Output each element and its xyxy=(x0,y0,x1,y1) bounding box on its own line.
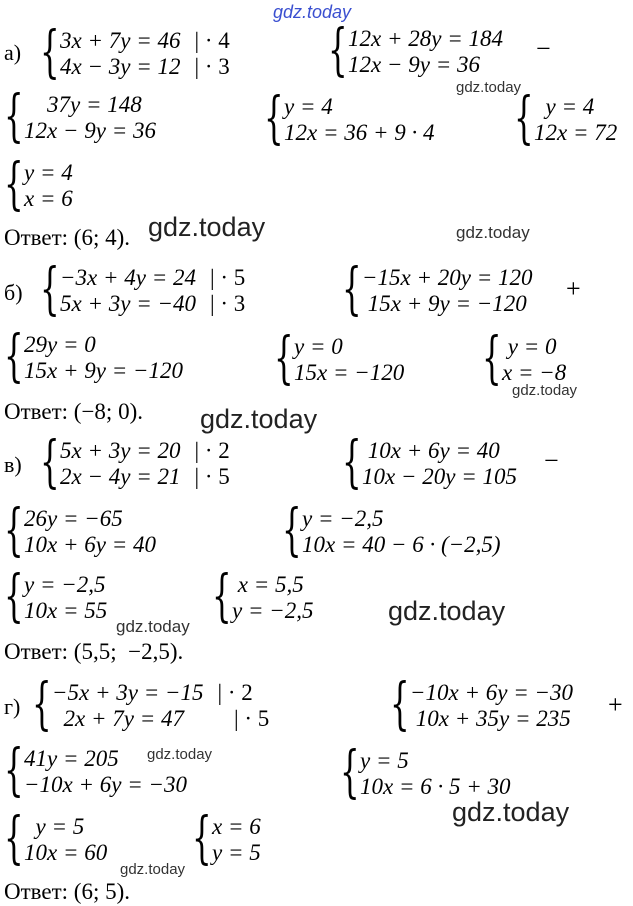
equation-system xyxy=(342,257,533,322)
equation-system xyxy=(192,806,261,871)
equation-row: 12x = 36 + 9 · 4 xyxy=(284,120,435,145)
part-label-a: а) xyxy=(4,40,22,65)
equation-system xyxy=(264,86,435,151)
equation-row: 12x − 9y = 36 xyxy=(24,118,156,143)
equation-row: 4x − 3y = 12 | · 3 xyxy=(60,54,230,79)
watermark: gdz.today xyxy=(120,861,186,878)
brace: { xyxy=(390,672,410,737)
brace: { xyxy=(4,152,24,217)
brace: { xyxy=(342,257,362,322)
equation-row: 10x = 60 xyxy=(24,840,108,865)
operation-sign: + xyxy=(608,690,623,719)
equation-row: 29y = 0 xyxy=(24,332,96,357)
equation-row: x = 6 xyxy=(212,814,261,839)
operation-sign: − xyxy=(536,34,551,63)
equation-row: 5x + 3y = 20 | · 2 xyxy=(60,438,230,463)
equation-row: 12x + 28y = 184 xyxy=(348,26,503,51)
equation-system xyxy=(390,672,573,737)
equation-row: 15x = −120 xyxy=(294,360,405,385)
watermark: gdz.today xyxy=(456,223,530,242)
equation-row: y = 4 xyxy=(284,94,333,119)
equation-row: 10x + 35y = 235 xyxy=(410,706,571,731)
equation-row: 12x = 72 xyxy=(534,120,618,145)
equation-system xyxy=(340,740,511,805)
equation-row: 10x = 40 − 6 · (−2,5) xyxy=(302,532,501,557)
equation-system xyxy=(4,324,183,389)
brace: { xyxy=(4,84,24,149)
equation-system xyxy=(4,564,108,629)
brace: { xyxy=(40,257,60,322)
equation-row: y = −2,5 xyxy=(232,598,314,623)
equation-row: 2x + 7y = 47 | · 5 xyxy=(52,706,270,731)
equation-system xyxy=(4,152,73,217)
equation-system xyxy=(514,86,618,151)
watermark: gdz.today xyxy=(452,797,570,827)
brace: { xyxy=(4,564,24,629)
answer-g: Ответ: (6; 5). xyxy=(4,879,131,904)
equation-row: 10x = 55 xyxy=(24,598,108,623)
equation-row: 26y = −65 xyxy=(24,506,123,531)
equation-system xyxy=(4,84,156,149)
watermark: gdz.today xyxy=(200,404,318,434)
answer-b: Ответ: (−8; 0). xyxy=(4,399,143,424)
answer-a: Ответ: (6; 4). xyxy=(4,225,131,250)
brace: { xyxy=(342,430,362,495)
equation-row: x = 5,5 xyxy=(232,572,304,597)
equation-row: y = 5 xyxy=(212,840,261,865)
equation-row: −5x + 3y = −15 | · 2 xyxy=(52,680,253,705)
part-label-b: б) xyxy=(4,280,23,305)
watermark-top: gdz.today xyxy=(273,2,352,22)
brace: { xyxy=(328,18,348,83)
watermark: gdz.today xyxy=(116,617,190,636)
brace: { xyxy=(274,326,294,391)
equation-row: 15x + 9y = −120 xyxy=(362,291,527,316)
brace: { xyxy=(4,324,24,389)
equation-row: −10x + 6y = −30 xyxy=(410,680,573,705)
equation-row: y = 5 xyxy=(24,814,85,839)
equation-row: 37y = 148 xyxy=(24,92,142,117)
brace: { xyxy=(264,86,284,151)
equation-row: −10x + 6y = −30 xyxy=(24,772,187,797)
operation-sign: + xyxy=(566,274,581,303)
brace: { xyxy=(514,86,534,151)
brace: { xyxy=(340,740,360,805)
equation-row: 10x − 20y = 105 xyxy=(362,464,517,489)
equation-row: 2x − 4y = 21 | · 5 xyxy=(60,464,230,489)
brace: { xyxy=(4,806,24,871)
brace: { xyxy=(32,672,52,737)
watermark: gdz.today xyxy=(388,596,506,626)
watermark: gdz.today xyxy=(147,746,213,763)
equation-system xyxy=(482,326,567,391)
brace: { xyxy=(212,564,232,629)
watermark: gdz.today xyxy=(148,212,266,242)
watermark: gdz.today xyxy=(512,382,578,399)
equation-row: 10x + 6y = 40 xyxy=(24,532,156,557)
equation-system xyxy=(40,430,230,495)
equation-row: 41y = 205 xyxy=(24,746,119,771)
equation-row: −15x + 20y = 120 xyxy=(362,265,533,290)
equation-row: y = −2,5 xyxy=(24,572,106,597)
equation-system xyxy=(32,672,270,737)
equation-system xyxy=(4,738,187,803)
equation-system xyxy=(328,18,503,83)
equation-system xyxy=(282,498,501,563)
equation-row: y = −2,5 xyxy=(302,506,384,531)
brace: { xyxy=(482,326,502,391)
brace: { xyxy=(282,498,302,563)
equation-row: y = 4 xyxy=(24,160,73,185)
equation-row: 5x + 3y = −40 | · 3 xyxy=(60,291,246,316)
equation-row: x = 6 xyxy=(24,186,73,211)
equation-system xyxy=(4,498,156,563)
equation-row: 15x + 9y = −120 xyxy=(24,358,183,383)
part-label-g: г) xyxy=(4,694,21,719)
brace: { xyxy=(40,430,60,495)
equation-row: y = 4 xyxy=(534,94,595,119)
equation-row: 12x − 9y = 36 xyxy=(348,52,480,77)
operation-sign: − xyxy=(544,446,559,475)
equation-system xyxy=(212,564,314,629)
brace: { xyxy=(4,738,24,803)
equation-row: 10x + 6y = 40 xyxy=(362,438,500,463)
brace: { xyxy=(40,20,60,85)
equation-row: 10x = 6 · 5 + 30 xyxy=(360,774,511,799)
brace: { xyxy=(4,498,24,563)
equation-row: y = 0 xyxy=(502,334,557,359)
equation-system xyxy=(40,257,246,322)
equation-system xyxy=(342,430,517,495)
equation-system xyxy=(40,20,230,85)
equation-row: y = 0 xyxy=(294,334,343,359)
equation-system xyxy=(4,806,108,871)
equation-system xyxy=(274,326,405,391)
part-label-v: в) xyxy=(4,452,22,477)
brace: { xyxy=(192,806,212,871)
answer-v: Ответ: (5,5; −2,5). xyxy=(4,639,184,664)
equation-row: x = −8 xyxy=(502,360,567,385)
watermark: gdz.today xyxy=(456,79,522,96)
equation-row: y = 5 xyxy=(360,748,409,773)
equation-row: −3x + 4y = 24 | · 5 xyxy=(60,265,246,290)
equation-row: 3x + 7y = 46 | · 4 xyxy=(60,28,230,53)
